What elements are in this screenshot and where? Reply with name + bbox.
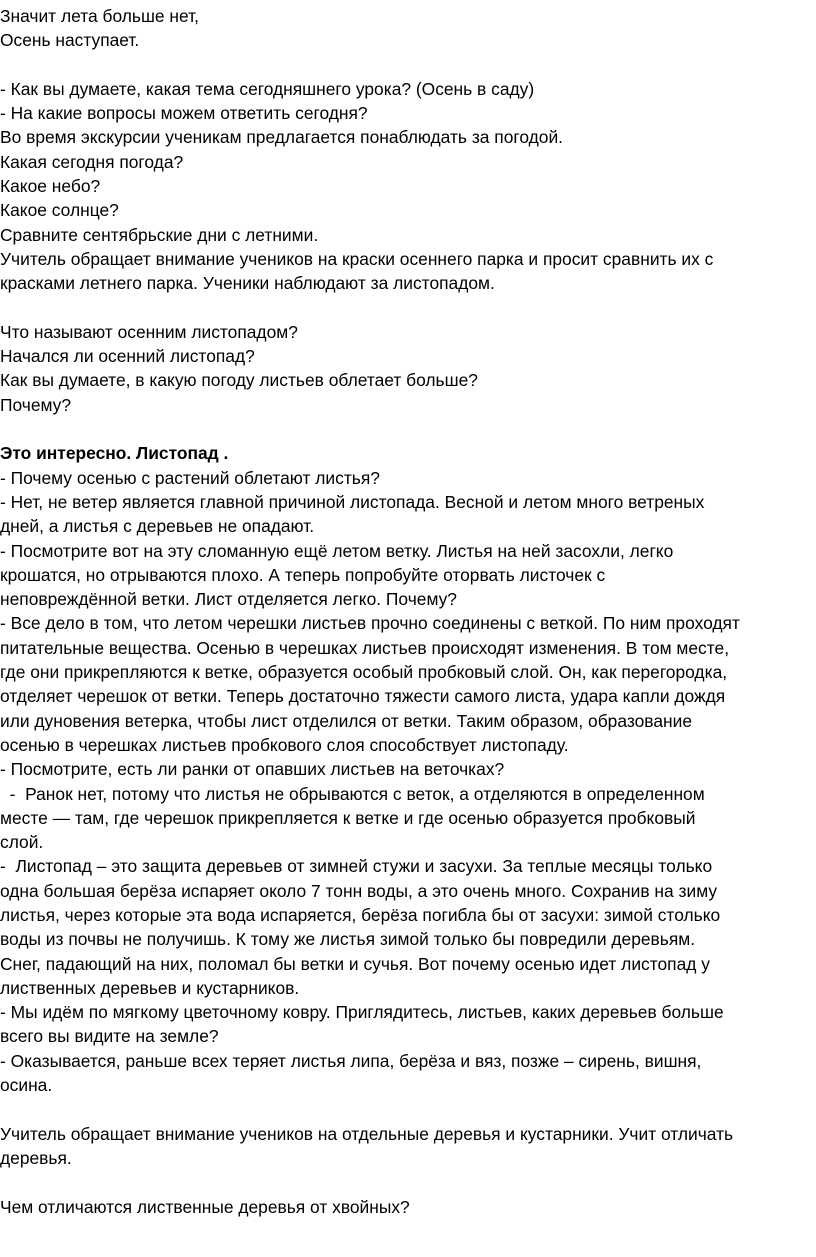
text-line: Учитель обращает внимание учеников на краски осеннего парка и просит сравнить их с — [0, 248, 714, 269]
text-line: Почему? — [0, 394, 72, 415]
text-line: - Все дело в том, что летом черешки листьев прочно соединены с веткой. По ним проходят — [0, 613, 740, 634]
blank-line — [0, 296, 808, 320]
text-line: лиственных деревьев и кустарников. — [0, 977, 300, 998]
text-line: - Как вы думаете, какая тема сегодняшнего урока? (Осень в саду) — [0, 78, 535, 99]
text-line: - Мы идём по мягкому цветочному ковру. Приглядитесь, листьев, каких деревьев больше — [0, 1002, 724, 1023]
text-line: Что называют осенним листопадом? — [0, 321, 298, 342]
text-line: - Ранок нет, потому что листья не обрываются с веток, а отделяются в определенном — [0, 783, 705, 804]
text-line: всего вы видите на земле? — [0, 1026, 219, 1047]
text-line: листья, через которые эта вода испаряется, берёза погибла бы от засухи: зимой столько — [0, 904, 721, 925]
text-line: Какое небо? — [0, 176, 101, 197]
text-line: - Почему осенью с растений облетают листья? — [0, 467, 380, 488]
text-line: деревья. — [0, 1147, 72, 1168]
text-line: красками летнего парка. Ученики наблюдают за листопадом. — [0, 273, 495, 294]
text-line: Значит лета больше нет, — [0, 6, 199, 26]
text-line: неповреждённой ветки. Лист отделяется легко. Почему? — [0, 589, 457, 610]
text-line: слой. — [0, 832, 44, 853]
text-line: Какое солнце? — [0, 200, 119, 221]
blank-line — [0, 417, 808, 441]
text-line: - Посмотрите вот на эту сломанную ещё летом ветку. Листья на ней засохли, легко — [0, 540, 674, 561]
text-line: месте — там, где черешок прикрепляется к ветке и где осенью образуется пробковый — [0, 807, 696, 828]
blank-line — [0, 53, 808, 77]
text-line: Сравните сентябрьские дни с летними. — [0, 224, 319, 245]
text-line: одна большая берёза испаряет около 7 тонн воды, а это очень много. Сохранив на зиму — [0, 880, 718, 901]
text-line: Какая сегодня погода? — [0, 151, 184, 172]
text-line: - Посмотрите, есть ли ранки от опавших листьев на веточках? — [0, 759, 505, 780]
text-line: - На какие вопросы можем ответить сегодня? — [0, 103, 368, 124]
text-line: осенью в черешках листьев пробкового слоя способствует листопаду. — [0, 734, 569, 755]
blank-line — [0, 1097, 808, 1121]
text-line: Учитель обращает внимание учеников на отдельные деревья и кустарники. Учит отличать — [0, 1123, 734, 1144]
text-line: отделяет черешок от ветки. Теперь достаточно тяжести самого листа, удара капли дождя — [0, 686, 726, 707]
text-line: - Нет, не ветер является главной причиной листопада. Весной и летом много ветреных — [0, 491, 705, 512]
text-line: - Оказывается, раньше всех теряет листья липа, берёза и вяз, позже – сирень, вишня, — [0, 1050, 702, 1071]
text-line: или дуновения ветерка, чтобы лист отделился от ветки. Таким образом, образование — [0, 710, 692, 731]
blank-line — [0, 1170, 808, 1194]
text-line: осина. — [0, 1075, 53, 1096]
text-line: - Листопад – это защита деревьев от зимней стужи и засухи. За теплые месяцы только — [0, 856, 713, 877]
text-line: Во время экскурсии ученикам предлагается понаблюдать за погодой. — [0, 127, 564, 148]
text-line: крошатся, но отрываются плохо. А теперь попробуйте оторвать листочек с — [0, 564, 606, 585]
text-line: воды из почвы не получишь. К тому же листья зимой только бы повредили деревьям. — [0, 929, 696, 950]
text-line: Чем отличаются лиственные деревья от хвойных? — [0, 1196, 410, 1217]
text-line: питательные вещества. Осенью в черешках листьев происходят изменения. В том месте, — [0, 637, 730, 658]
section-heading: Это интересно. Листопад . — [0, 443, 229, 464]
text-line: Как вы думаете, в какую погоду листьев облетает больше? — [0, 370, 478, 391]
text-line: Начался ли осенний листопад? — [0, 346, 255, 367]
text-line: дней, а листья с деревьев не опадают. — [0, 516, 315, 537]
text-line: Снег, падающий на них, поломал бы ветки и сучья. Вот почему осенью идет листопад у — [0, 953, 710, 974]
text-line: Осень наступает. — [0, 30, 140, 51]
text-line: где они прикрепляются к ветке, образуется особый пробковый слой. Он, как перегородка, — [0, 662, 728, 683]
